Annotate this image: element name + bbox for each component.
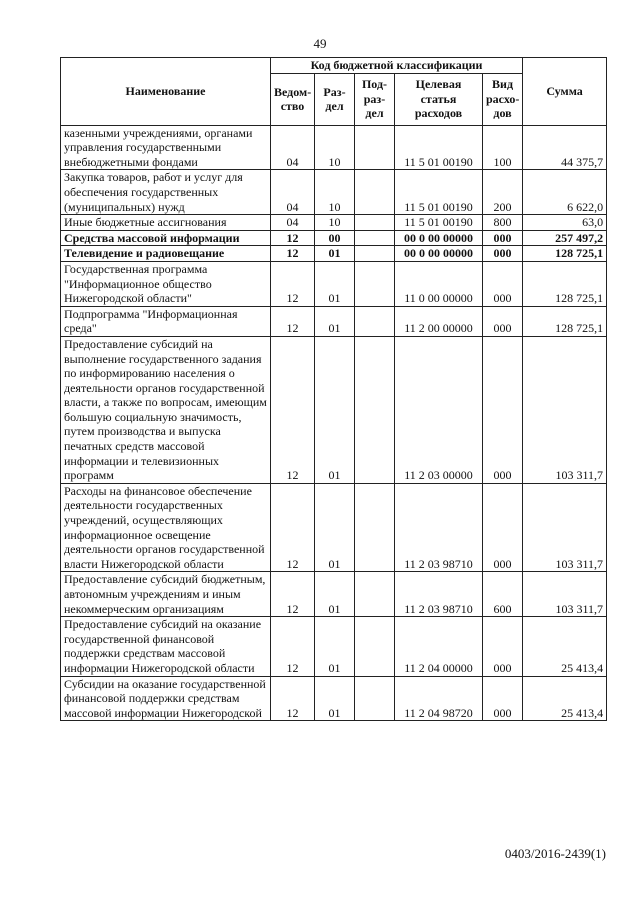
row-vid: 600 — [483, 572, 523, 617]
table-row — [61, 617, 607, 676]
row-vid: 000 — [483, 261, 523, 306]
table-row — [61, 215, 607, 231]
row-statya: 11 5 01 00190 — [395, 170, 483, 215]
row-razdel: 01 — [315, 676, 355, 721]
row-vid: 100 — [483, 125, 523, 170]
row-razdel: 01 — [315, 617, 355, 676]
row-name: Предоставление субсидий на выполнение государственного задания по информированию населения о деятельности органов государственной власти, а также по вопросам, имеющим большую социальную значимость, путем производства и выпуска печатных средств массовой информации и телевизионных программ — [61, 336, 271, 483]
row-name: Субсидии на оказание государственной финансовой поддержки средствам массовой информации Нижегородской — [61, 676, 271, 721]
table-row — [61, 483, 607, 572]
row-vedomstvo: 12 — [271, 617, 315, 676]
header-sum: Сумма — [523, 58, 607, 126]
row-razdel: 10 — [315, 215, 355, 231]
row-statya: 11 5 01 00190 — [395, 125, 483, 170]
row-sum: 103 311,7 — [523, 572, 607, 617]
row-name: Предоставление субсидий бюджетным, автономным учреждениям и иным некоммерческим организациям — [61, 572, 271, 617]
row-podrazdel — [355, 125, 395, 170]
row-podrazdel — [355, 572, 395, 617]
row-statya: 11 2 03 00000 — [395, 336, 483, 483]
row-vedomstvo: 12 — [271, 572, 315, 617]
row-vedomstvo: 12 — [271, 676, 315, 721]
table-row — [61, 230, 607, 246]
row-vedomstvo: 04 — [271, 215, 315, 231]
row-name: казенными учреждениями, органами управления государственными внебюджетными фондами — [61, 125, 271, 170]
row-statya: 11 2 04 98720 — [395, 676, 483, 721]
row-vid: 000 — [483, 483, 523, 572]
row-vid: 000 — [483, 246, 523, 262]
row-vid: 200 — [483, 170, 523, 215]
row-sum: 103 311,7 — [523, 483, 607, 572]
row-statya: 11 5 01 00190 — [395, 215, 483, 231]
row-name: Закупка товаров, работ и услуг для обеспечения государственных (муниципальных) нужд — [61, 170, 271, 215]
table-row — [61, 336, 607, 483]
table-row — [61, 170, 607, 215]
row-name: Иные бюджетные ассигнования — [61, 215, 271, 231]
header-podrazdel: Под-раз-дел — [355, 73, 395, 125]
row-statya: 11 0 00 00000 — [395, 261, 483, 306]
row-razdel: 10 — [315, 125, 355, 170]
row-vedomstvo: 12 — [271, 483, 315, 572]
row-statya: 11 2 04 00000 — [395, 617, 483, 676]
row-name: Средства массовой информации — [61, 230, 271, 246]
row-vedomstvo: 12 — [271, 246, 315, 262]
table-row — [61, 676, 607, 721]
row-razdel: 01 — [315, 261, 355, 306]
document-code: 0403/2016-2439(1) — [504, 846, 606, 861]
header-name: Наименование — [61, 58, 271, 126]
row-vedomstvo: 12 — [271, 261, 315, 306]
row-razdel: 01 — [315, 572, 355, 617]
header-classification: Код бюджетной классификации — [271, 58, 523, 74]
row-podrazdel — [355, 170, 395, 215]
page-number: 49 — [313, 36, 327, 51]
row-vid: 000 — [483, 306, 523, 336]
row-podrazdel — [355, 230, 395, 246]
row-name: Предоставление субсидий на оказание государственной финансовой поддержки средствам массовой информации Нижегородской области — [61, 617, 271, 676]
row-razdel: 01 — [315, 246, 355, 262]
row-statya: 11 2 03 98710 — [395, 483, 483, 572]
row-podrazdel — [355, 676, 395, 721]
table-row — [61, 572, 607, 617]
row-podrazdel — [355, 306, 395, 336]
table-row — [61, 261, 607, 306]
row-razdel: 10 — [315, 170, 355, 215]
row-statya: 00 0 00 00000 — [395, 246, 483, 262]
row-razdel: 01 — [315, 336, 355, 483]
row-razdel: 01 — [315, 483, 355, 572]
row-sum: 128 725,1 — [523, 306, 607, 336]
row-statya: 11 2 00 00000 — [395, 306, 483, 336]
row-name: Подпрограмма "Информационная среда" — [61, 306, 271, 336]
row-vid: 000 — [483, 617, 523, 676]
row-statya: 00 0 00 00000 — [395, 230, 483, 246]
row-vedomstvo: 12 — [271, 306, 315, 336]
row-sum: 25 413,4 — [523, 617, 607, 676]
row-sum: 44 375,7 — [523, 125, 607, 170]
row-vedomstvo: 04 — [271, 170, 315, 215]
row-razdel: 00 — [315, 230, 355, 246]
row-vid: 000 — [483, 336, 523, 483]
row-podrazdel — [355, 261, 395, 306]
row-podrazdel — [355, 246, 395, 262]
table-row — [61, 125, 607, 170]
header-vid: Вид расхо-дов — [483, 73, 523, 125]
row-statya: 11 2 03 98710 — [395, 572, 483, 617]
row-sum: 103 311,7 — [523, 336, 607, 483]
row-sum: 128 725,1 — [523, 246, 607, 262]
row-sum: 63,0 — [523, 215, 607, 231]
row-sum: 6 622,0 — [523, 170, 607, 215]
row-sum: 25 413,4 — [523, 676, 607, 721]
row-name: Расходы на финансовое обеспечение деятельности государственных учреждений, осуществляющих информационное освещение деятельности органов государственной власти Нижегородской области — [61, 483, 271, 572]
row-sum: 128 725,1 — [523, 261, 607, 306]
row-name: Телевидение и радиовещание — [61, 246, 271, 262]
row-podrazdel — [355, 617, 395, 676]
row-razdel: 01 — [315, 306, 355, 336]
table-row — [61, 246, 607, 262]
row-sum: 257 497,2 — [523, 230, 607, 246]
row-vid: 000 — [483, 230, 523, 246]
row-vedomstvo: 12 — [271, 230, 315, 246]
row-podrazdel — [355, 215, 395, 231]
row-vedomstvo: 12 — [271, 336, 315, 483]
row-podrazdel — [355, 483, 395, 572]
row-vid: 800 — [483, 215, 523, 231]
header-vedomstvo: Ведом-ство — [271, 73, 315, 125]
table-row — [61, 306, 607, 336]
row-vedomstvo: 04 — [271, 125, 315, 170]
row-name: Государственная программа "Информационное общество Нижегородской области" — [61, 261, 271, 306]
budget-table — [60, 57, 607, 721]
header-statya: Целевая статья расходов — [395, 73, 483, 125]
header-razdel: Раз-дел — [315, 73, 355, 125]
row-podrazdel — [355, 336, 395, 483]
row-vid: 000 — [483, 676, 523, 721]
